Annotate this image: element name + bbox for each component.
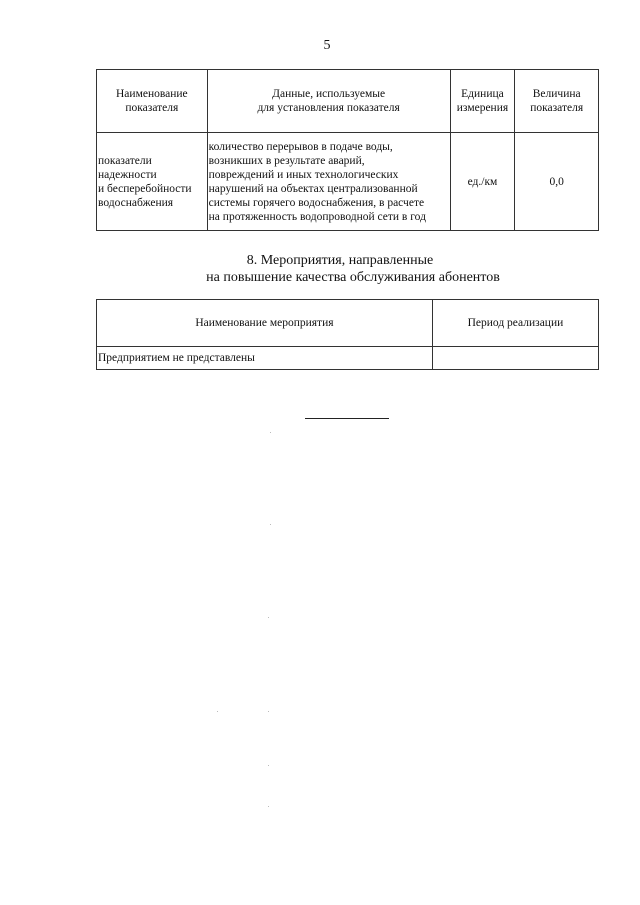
indicator-value-cell: 0,0 <box>515 133 599 231</box>
activity-name-cell: Предприятием не представлены <box>97 347 433 370</box>
page-number: 5 <box>323 38 331 53</box>
header-value: Величина показателя <box>515 70 599 133</box>
scan-speck <box>268 617 269 618</box>
header-unit: Единица измерения <box>450 70 515 133</box>
activity-period-cell <box>432 347 598 370</box>
section-8-title-line1: 8. Мероприятия, направленные <box>246 253 434 268</box>
scan-speck <box>268 711 269 712</box>
header-activity-name: Наименование мероприятия <box>97 300 433 347</box>
scan-speck <box>270 524 271 525</box>
scan-speck <box>270 432 271 433</box>
activities-table <box>96 299 599 370</box>
indicator-data-cell: количество перерывов в подаче воды, возникших в результате аварий, повреждений и иных технологических нарушений на объектах централизованной системы горячего водоснабжения, в расчете на протяженность водопроводной сети в год <box>207 133 450 231</box>
header-indicator-name: Наименование показателя <box>97 70 208 133</box>
indicators-header-row <box>97 70 599 133</box>
closing-divider-line <box>305 418 389 419</box>
header-indicator-data: Данные, используемые для установления показателя <box>207 70 450 133</box>
table-row <box>97 347 599 370</box>
table-row <box>97 133 599 231</box>
scan-speck <box>217 711 218 712</box>
indicator-name-cell: показатели надежности и бесперебойности водоснабжения <box>97 133 208 231</box>
indicators-table <box>96 69 599 231</box>
scan-speck <box>268 806 269 807</box>
section-8-title-line2: на повышение качества обслуживания абонентов <box>206 270 500 285</box>
section-8-heading <box>0 252 640 286</box>
header-implementation-period: Период реализации <box>432 300 598 347</box>
indicator-unit-cell: ед./км <box>450 133 515 231</box>
scan-speck <box>268 765 269 766</box>
activities-header-row <box>97 300 599 347</box>
